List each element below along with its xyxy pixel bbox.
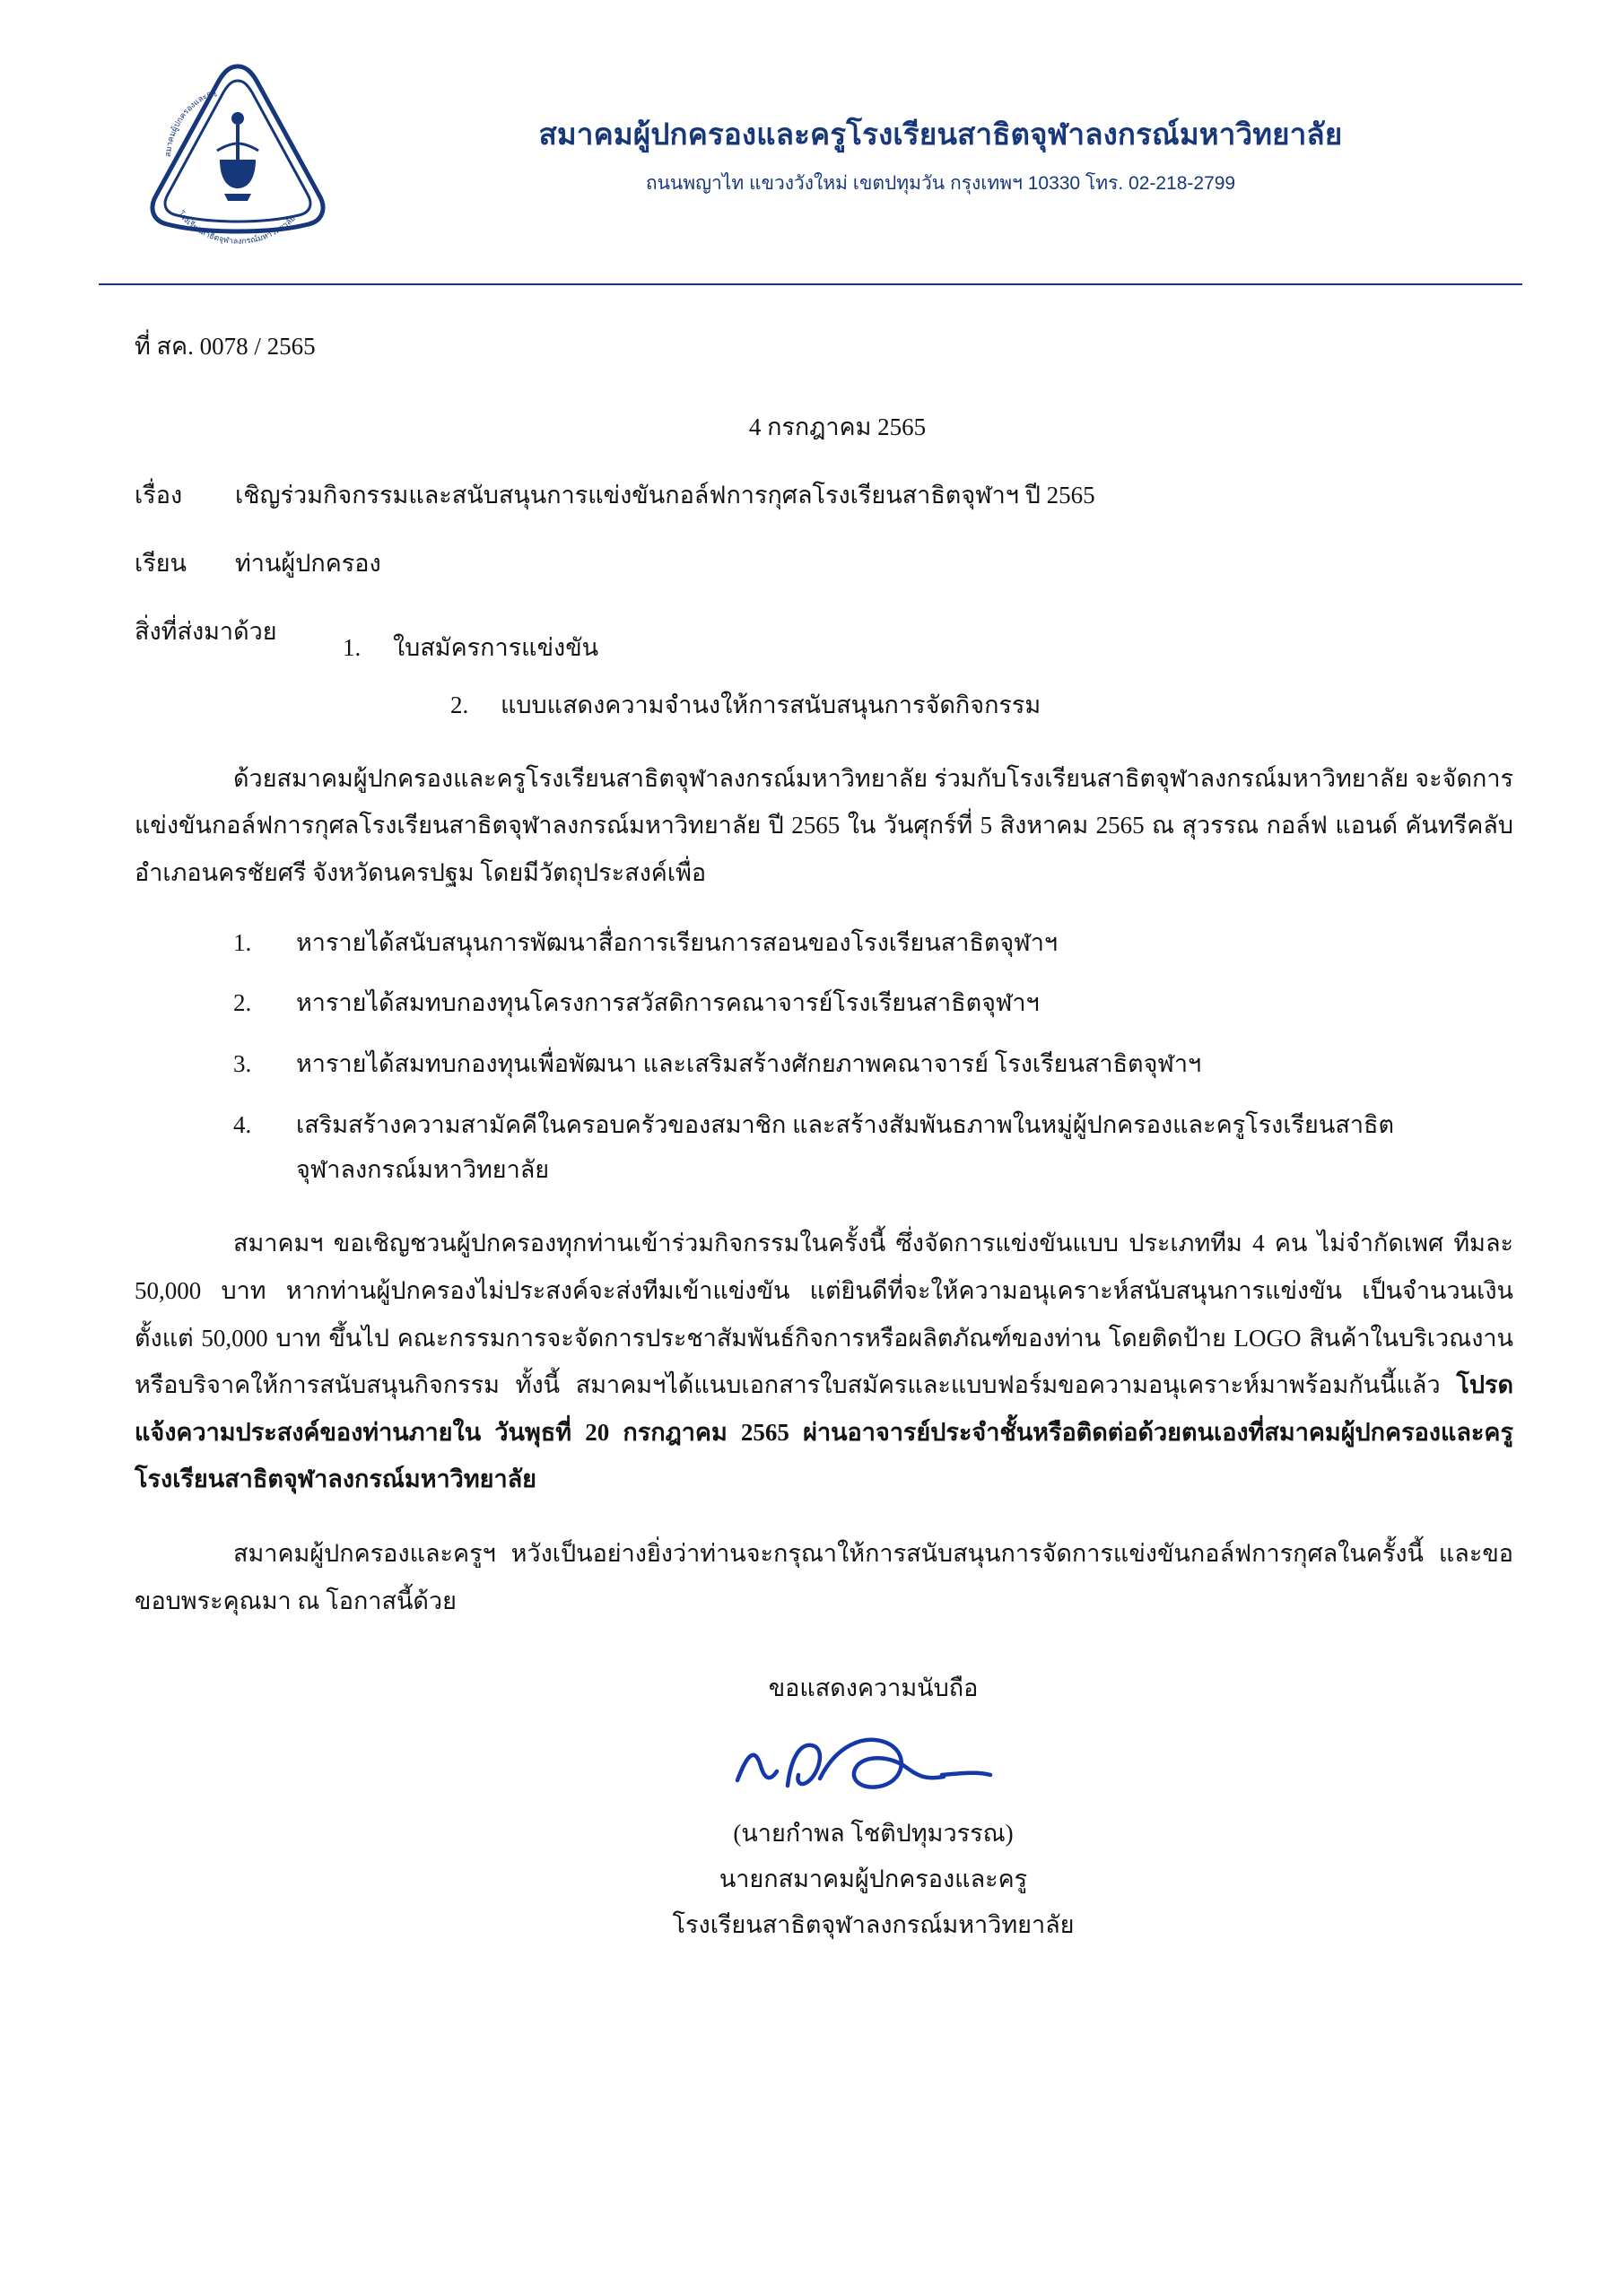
objective-text: หารายได้สนับสนุนการพัฒนาสื่อการเรียนการสอนของโรงเรียนสาธิตจุฬาฯ — [296, 928, 1059, 956]
recipient-label: เรียน — [135, 549, 187, 577]
objective-number: 1. — [233, 928, 252, 956]
document-number: ที่ สค. 0078 / 2565 — [135, 333, 316, 360]
handwritten-signature — [233, 1712, 1513, 1811]
svg-text:สมาคมผู้ปกครองและครู: สมาคมผู้ปกครองและครู — [162, 87, 218, 158]
list-item — [343, 626, 1513, 671]
closing-paragraph: สมาคมผู้ปกครองและครูฯ หวังเป็นอย่างยิ่งว่าท่านจะกรุณาให้การสนับสนุนการจัดการแข่งขันกอล์ฟการกุศลในครั้งนี้ และขอขอบพระคุณมา ณ โอกาสนี้ด้วย — [135, 1540, 1513, 1614]
recipient-value: ท่านผู้ปกครอง — [235, 549, 381, 577]
objective-text: เสริมสร้างความสามัคคีในครอบครัวของสมาชิก และสร้างสัมพันธภาพในหมู่ผู้ปกครองและครูโรงเรียนสาธิตจุฬาลงกรณ์มหาวิทยาลัย — [296, 1111, 1394, 1184]
attachments-label: สิ่งที่ส่งมาด้วย — [135, 617, 277, 645]
objective-number: 3. — [233, 1050, 252, 1078]
attachments-list — [343, 613, 1513, 728]
subject-row — [135, 474, 1513, 518]
subject-label: เรื่อง — [135, 481, 183, 509]
objectives-list — [135, 921, 1513, 1194]
attachment-number: 1. — [343, 633, 362, 661]
organization-block — [377, 116, 1522, 198]
header-divider — [99, 283, 1522, 285]
list-item — [233, 1042, 1513, 1087]
attachment-text: ใบสมัครการแข่งขัน — [393, 633, 599, 661]
list-item — [233, 981, 1513, 1026]
organization-address: ถนนพญาไท แขวงวังใหม่ เขตปทุมวัน กรุงเทพฯ 10330 โทร. 02-218-2799 — [645, 172, 1236, 194]
attachments-row — [135, 610, 1513, 728]
attachment-text: แบบแสดงความจำนงให้การสนับสนุนการจัดกิจกรรม — [501, 691, 1041, 718]
subject-value: เชิญร่วมกิจกรรมและสนับสนุนการแข่งขันกอล์ฟการกุศลโรงเรียนสาธิตจุฬาฯ ปี 2565 — [235, 481, 1095, 509]
invitation-text: สมาคมฯ ขอเชิญชวนผู้ปกครองทุกท่านเข้าร่วมกิจกรรมในครั้งนี้ ซึ่งจัดการแข่งขันแบบ ประเภททีม 4 คน ไม่จำกัดเพศ ทีมละ 50,000 บาท หากท่านผู้ปกครองไม่ประสงค์จะส่งทีมเข้าแข่งขัน แต่ยินดีที่จะให้ความอนุเคราะห์สนับสนุนการแข่งขัน เป็นจำนวนเงินตั้งแต่ 50,000 บาท ขึ้นไป คณะกรรมการจะจัดการประชาสัมพันธ์กิจการหรือผลิตภัณฑ์ของท่าน โดยติดป้าย LOGO สินค้าในบริเวณงาน หรือบริจาคให้การสนับสนุนกิจกรรม ทั้งนี้ สมาคมฯได้แนบเอกสารใบสมัครและแบบฟอร์มขอความอนุเคราะห์มาพร้อมกันนี้แล้ว — [135, 1230, 1513, 1399]
objective-number: 4. — [233, 1111, 252, 1139]
organization-name: สมาคมผู้ปกครองและครูโรงเรียนสาธิตจุฬาลงกรณ์มหาวิทยาลัย — [538, 117, 1343, 152]
objective-text: หารายได้สมทบกองทุนเพื่อพัฒนา และเสริมสร้างศักยภาพคณาจารย์ โรงเรียนสาธิตจุฬาฯ — [296, 1050, 1202, 1078]
signer-organization: โรงเรียนสาธิตจุฬาลงกรณ์มหาวิทยาลัย — [672, 1911, 1075, 1939]
svg-text:โรงเรียนสาธิตจุฬาลงกรณ์มหาวิทย: โรงเรียนสาธิตจุฬาลงกรณ์มหาวิทยาลัย — [176, 209, 297, 246]
objective-number: 2. — [233, 989, 252, 1017]
recipient-row — [135, 542, 1513, 587]
list-item — [343, 683, 1513, 728]
invitation-deadline-text: โปรดแจ้งความประสงค์ของท่านภายใน วันพุธที่ 20 กรกฎาคม 2565 ผ่านอาจารย์ประจำชั้นหรือติดต่อด้วยตนเองที่สมาคมผู้ปกครองและครูโรงเรียนสาธิตจุฬาลงกรณ์มหาวิทยาลัย — [135, 1371, 1513, 1493]
list-item — [233, 1103, 1513, 1193]
letterhead — [0, 0, 1621, 260]
regards-text: ขอแสดงความนับถือ — [768, 1674, 979, 1702]
document-date: 4 กรกฎาคม 2565 — [748, 413, 927, 440]
invitation-paragraph — [135, 1220, 1513, 1503]
letter-body — [0, 325, 1621, 1949]
attachment-number: 2. — [450, 691, 469, 718]
intro-paragraph: ด้วยสมาคมผู้ปกครองและครูโรงเรียนสาธิตจุฬาลงกรณ์มหาวิทยาลัย ร่วมกับโรงเรียนสาธิตจุฬาลงกรณ์มหาวิทยาลัย จะจัดการแข่งขันกอล์ฟการกุศลโรงเรียนสาธิตจุฬาลงกรณ์มหาวิทยาลัย ปี 2565 ใน วันศุกร์ที่ 5 สิงหาคม 2565 ณ สุวรรณ กอล์ฟ แอนด์ คันทรีคลับ อำเภอนครชัยศรี จังหวัดนครปฐม โดยมีวัตถุประสงค์เพื่อ — [135, 764, 1513, 886]
objective-text: หารายได้สมทบกองทุนโครงการสวัสดิการคณาจารย์โรงเรียนสาธิตจุฬาฯ — [296, 989, 1040, 1017]
signature-block — [135, 1665, 1513, 1948]
list-item — [233, 921, 1513, 966]
association-emblem-logo — [135, 54, 341, 260]
signer-name: (นายกำพล โชติปทุมวรรณ) — [733, 1819, 1014, 1847]
signer-position: นายกสมาคมผู้ปกครองและครู — [719, 1865, 1028, 1892]
